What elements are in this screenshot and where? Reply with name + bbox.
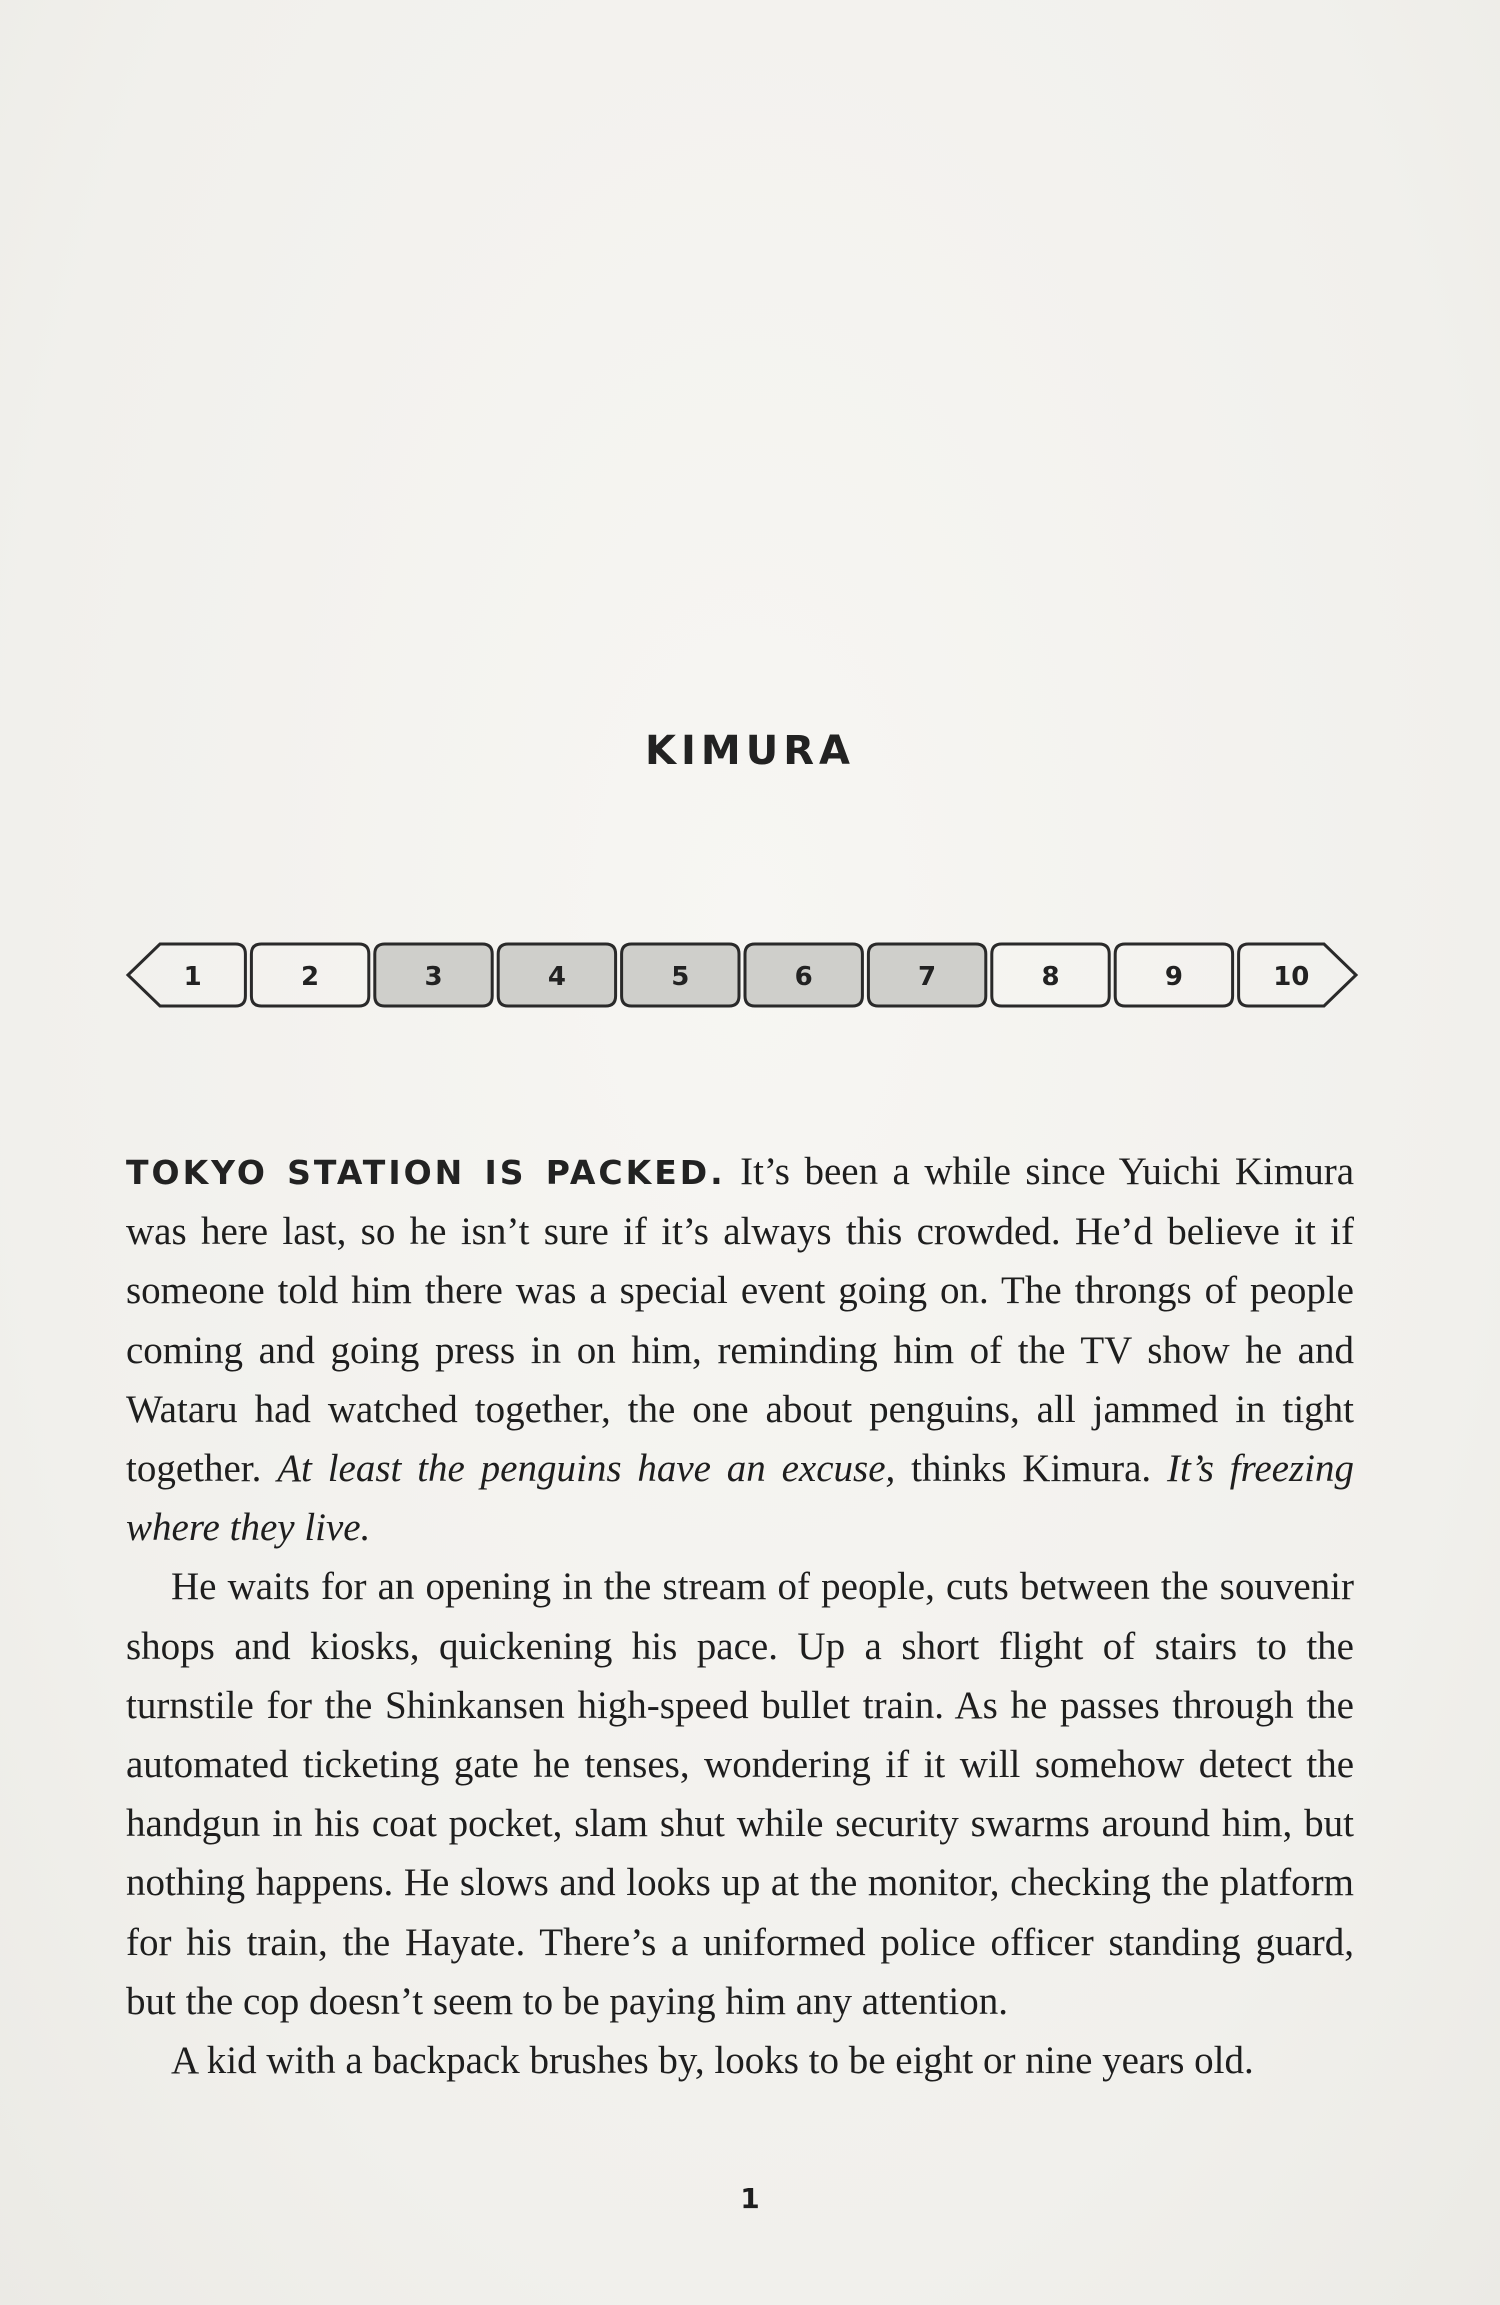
train-car-number: 3 [424,962,443,992]
train-car-number: 7 [918,962,937,992]
train-car-number: 4 [547,962,566,992]
train-car-number: 6 [794,962,813,992]
page-number: 1 [740,2182,760,2215]
train-car-number: 1 [183,962,202,992]
train-car-number: 5 [671,962,690,992]
paragraph-1-italic-2: It’s freezing where they live. [126,1447,1355,1550]
lead-in: TOKYO STATION IS PACKED. [126,1153,726,1192]
paragraph-1-text-b: thinks Kimura. [895,1447,1168,1491]
chapter-title: KIMURA [645,728,855,774]
train-car-number: 8 [1041,962,1060,992]
train-car-svg [120,938,1370,1014]
paragraph-2: He waits for an opening in the stream of people, cuts between the souvenir shops and kiosks, quickening his pace. Up a short flight of stairs to the turnstile for the Shinkansen high-speed bullet train. As he passes through the automated ticketing gate he tenses, wondering if it will somehow detect the handgun in his coat pocket, slam shut while security swarms around him, but nothing happens. He slows and looks up at the monitor, checking the platform for his train, the Hayate. There’s a uniformed police officer standing guard, but the cop doesn’t seem to be paying him any attention. [126,1565,1354,2023]
train-car-number: 10 [1273,962,1310,992]
train-car-number: 2 [301,962,320,992]
body-text [126,1142,1354,2090]
paragraph-1-text-a: It’s been a while since Yuichi Kimura was here last, so he isn’t sure if it’s always this crowded. He’d believe it if someone told him there was a special event going on. The throngs of people coming and going press in on him, reminding him of the TV show he and Wataru had watched together, the one about penguins, all jammed in tight together. [126,1150,1354,1491]
train-car-number: 9 [1164,962,1183,992]
paragraph-3: A kid with a backpack brushes by, looks to be eight or nine years old. [171,2039,1254,2083]
paragraph-1 [126,1142,1354,1557]
train-car-diagram [120,938,1370,1014]
paragraph-1-italic-1: At least the penguins have an excuse, [277,1447,896,1491]
